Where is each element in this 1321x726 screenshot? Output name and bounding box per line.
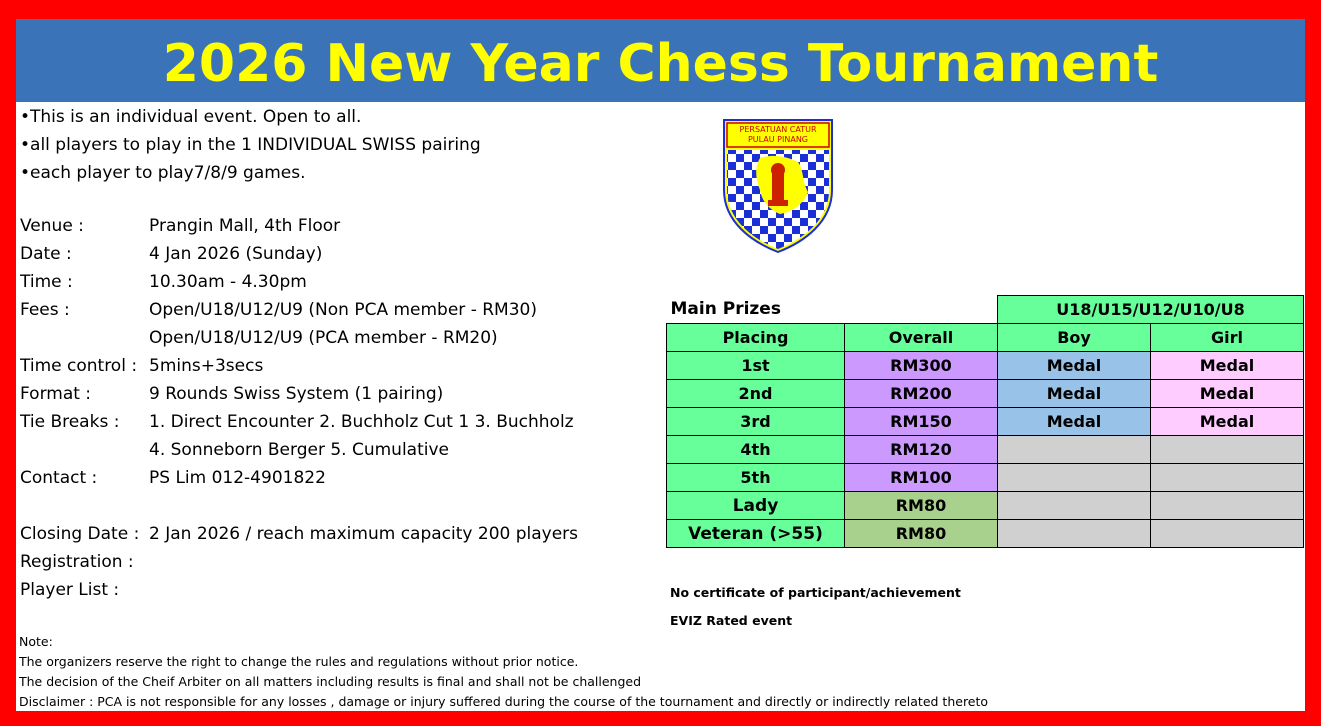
format-value: 9 Rounds Swiss System (1 pairing)	[149, 384, 444, 404]
table-row	[667, 352, 1304, 380]
time-label: Time :	[20, 272, 73, 292]
note-arbiter-decision: The decision of the Cheif Arbiter on all matters including results is final and shall not be challenged	[19, 674, 642, 689]
contact-value: PS Lim 012-4901822	[149, 468, 326, 488]
overall-cell: RM200	[845, 380, 998, 408]
placing-cell: 3rd	[667, 408, 845, 436]
girl-cell	[1151, 436, 1304, 464]
venue-value: Prangin Mall, 4th Floor	[149, 216, 341, 236]
girl-cell	[1151, 492, 1304, 520]
boy-cell: Medal	[998, 408, 1151, 436]
overall-cell: RM300	[845, 352, 998, 380]
title-banner	[16, 19, 1305, 102]
format-label: Format :	[20, 384, 92, 404]
boy-header: Boy	[998, 324, 1151, 352]
girl-cell	[1151, 464, 1304, 492]
placing-cell: 1st	[667, 352, 845, 380]
placing-cell: 2nd	[667, 380, 845, 408]
boy-cell: Medal	[998, 352, 1151, 380]
girl-cell: Medal	[1151, 408, 1304, 436]
age-group-header: U18/U15/U12/U10/U8	[998, 296, 1304, 324]
placing-cell: Veteran (>55)	[667, 520, 845, 548]
venue-label: Venue :	[20, 216, 84, 236]
fees-label: Fees :	[20, 300, 70, 320]
tie-breaks-label: Tie Breaks :	[20, 412, 120, 432]
girl-header: Girl	[1151, 324, 1304, 352]
closing-date-value: 2 Jan 2026 / reach maximum capacity 200 players	[149, 524, 579, 544]
note-heading: Note:	[19, 634, 53, 649]
girl-cell: Medal	[1151, 380, 1304, 408]
tie-breaks-line-2: 4. Sonneborn Berger 5. Cumulative	[149, 440, 449, 460]
girl-cell	[1151, 520, 1304, 548]
boy-cell	[998, 436, 1151, 464]
note-rules-change: The organizers reserve the right to change the rules and regulations without prior notice.	[19, 654, 579, 669]
table-row	[667, 520, 1304, 548]
overall-cell: RM100	[845, 464, 998, 492]
bullet-swiss-pairing: •all players to play in the 1 INDIVIDUAL SWISS pairing	[20, 135, 481, 155]
date-label: Date :	[20, 244, 72, 264]
placing-header: Placing	[667, 324, 845, 352]
main-prizes-title: Main Prizes	[670, 299, 781, 320]
placing-cell: Lady	[667, 492, 845, 520]
date-value: 4 Jan 2026 (Sunday)	[149, 244, 323, 264]
pca-crest-icon	[720, 118, 836, 254]
certificate-note: No certificate of participant/achievement	[670, 585, 961, 600]
placing-cell: 5th	[667, 464, 845, 492]
bullet-individual-event: •This is an individual event. Open to all.	[20, 107, 362, 127]
placing-cell: 4th	[667, 436, 845, 464]
overall-cell: RM80	[845, 520, 998, 548]
closing-date-label: Closing Date :	[20, 524, 140, 544]
bullet-games-count: •each player to play7/8/9 games.	[20, 163, 306, 183]
time-value: 10.30am - 4.30pm	[149, 272, 307, 292]
player-list-label: Player List :	[20, 580, 120, 600]
table-row	[667, 464, 1304, 492]
table-row	[667, 436, 1304, 464]
overall-cell: RM80	[845, 492, 998, 520]
table-row	[667, 408, 1304, 436]
contact-label: Contact :	[20, 468, 98, 488]
fees-non-member: Open/U18/U12/U9 (Non PCA member - RM30)	[149, 300, 537, 320]
overall-header: Overall	[845, 324, 998, 352]
registration-label: Registration :	[20, 552, 134, 572]
time-control-value: 5mins+3secs	[149, 356, 264, 376]
main-prizes-table	[666, 295, 1304, 548]
fees-member: Open/U18/U12/U9 (PCA member - RM20)	[149, 328, 498, 348]
time-control-label: Time control :	[20, 356, 138, 376]
girl-cell: Medal	[1151, 352, 1304, 380]
table-row	[667, 380, 1304, 408]
overall-cell: RM120	[845, 436, 998, 464]
svg-text:PERSATUAN CATUR: PERSATUAN CATUR	[739, 125, 817, 134]
poster	[16, 19, 1305, 711]
boy-cell: Medal	[998, 380, 1151, 408]
overall-cell: RM150	[845, 408, 998, 436]
rated-event-note: EVIZ Rated event	[670, 613, 793, 628]
table-row	[667, 492, 1304, 520]
svg-text:PULAU PINANG: PULAU PINANG	[747, 135, 809, 144]
tie-breaks-line-1: 1. Direct Encounter 2. Buchholz Cut 1 3. Buchholz	[149, 412, 574, 432]
page-title: 2026 New Year Chess Tournament	[162, 34, 1159, 94]
note-disclaimer: Disclaimer : PCA is not responsible for any losses , damage or injury suffered during the course of the tournament and directly or indirectly related thereto	[19, 694, 989, 709]
boy-cell	[998, 520, 1151, 548]
boy-cell	[998, 464, 1151, 492]
boy-cell	[998, 492, 1151, 520]
